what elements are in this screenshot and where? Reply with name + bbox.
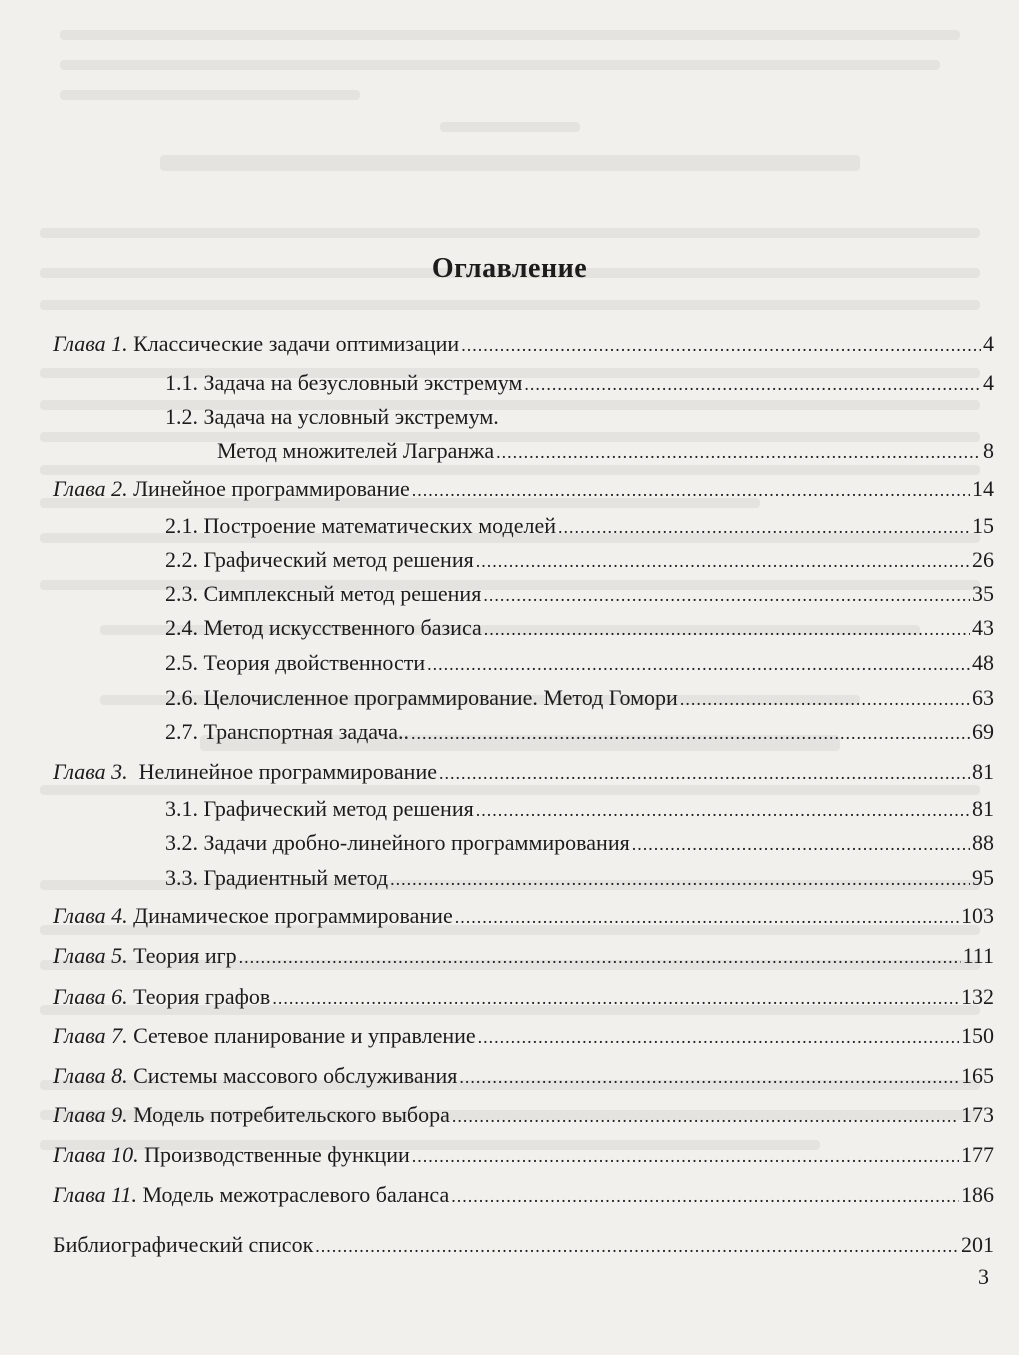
entry-page: 69 [972,719,994,744]
dot-leader [451,1182,959,1210]
toc-entry-section-1-2[interactable] [165,403,499,431]
dot-leader [412,1142,959,1170]
chapter-prefix: Глава 6. [53,984,128,1009]
entry-title: 3.2. Задачи дробно-линейного программирования [165,830,630,855]
entry-page: 43 [972,615,994,640]
entry-title: Модель межотраслевого баланса [142,1182,450,1207]
entry-page: 201 [961,1232,994,1257]
entry-title: 2.7. Транспортная задача.. [165,719,410,744]
entry-title: Метод множителей Лагранжа [217,438,495,463]
toc-entry-section-3-2[interactable] [165,829,994,858]
entry-title: 3.3. Градиентный метод [165,865,389,890]
dot-leader [390,865,970,893]
toc-entry-chapter-2[interactable] [53,475,994,504]
entry-page: 88 [972,830,994,855]
chapter-prefix: Глава 9. [53,1102,128,1127]
dot-leader [455,903,959,931]
toc-entry-section-2-4[interactable] [165,614,994,643]
toc-entry-chapter-7[interactable] [53,1022,994,1051]
dot-leader [680,685,970,713]
dot-leader [412,476,970,504]
entry-page: 4 [983,370,994,395]
entry-page: 111 [962,943,994,968]
entry-title: Модель потребительского выбора [133,1102,450,1127]
entry-page: 26 [972,547,994,572]
entry-page: 35 [972,581,994,606]
toc-entry-section-1-1[interactable] [165,369,994,398]
dot-leader [411,719,970,747]
entry-title: 3.1. Графический метод решения [165,796,474,821]
dot-leader [459,1063,959,1091]
entry-title: Производственные функции [144,1142,410,1167]
toc-entry-section-3-1[interactable] [165,795,994,824]
dot-leader [476,547,970,575]
toc-entry-chapter-3[interactable] [53,758,994,787]
toc-entry-chapter-10[interactable] [53,1141,994,1170]
entry-page: 4 [983,331,994,356]
chapter-prefix: Глава 5. [53,943,128,968]
entry-page: 150 [961,1023,994,1048]
entry-title: 2.2. Графический метод решения [165,547,474,572]
toc-entry-chapter-1[interactable] [53,330,994,359]
entry-page: 103 [961,903,994,928]
chapter-prefix: Глава 10. [53,1142,139,1167]
toc-entry-chapter-4[interactable] [53,902,994,931]
entry-page: 177 [961,1142,994,1167]
dot-leader [476,796,970,824]
dot-leader [524,370,981,398]
entry-title: 2.4. Метод искусственного базиса [165,615,482,640]
entry-title: 2.6. Целочисленное программирование. Метод Гомори [165,685,678,710]
page-number: 3 [978,1264,989,1289]
entry-title: 1.1. Задача на безусловный экстремум [165,370,523,395]
dot-leader [439,759,970,787]
entry-title: Библиографический список [53,1232,314,1257]
entry-page: 8 [983,438,994,463]
chapter-prefix: Глава 2. [53,476,128,501]
dot-leader [483,581,970,609]
toc-entry-chapter-8[interactable] [53,1062,994,1091]
chapter-prefix: Глава 1. [53,331,128,356]
toc-entry-section-2-1[interactable] [165,512,994,541]
dot-leader [452,1102,959,1130]
entry-page: 15 [972,513,994,538]
dot-leader [558,513,970,541]
toc-entry-section-2-6[interactable] [165,684,994,713]
toc-entry-section-1-2-cont[interactable] [217,437,994,466]
entry-page: 173 [961,1102,994,1127]
toc-entry-bibliography[interactable] [53,1231,994,1260]
entry-page: 165 [961,1063,994,1088]
entry-title: Нелинейное программирование [138,759,437,784]
toc-entry-chapter-11[interactable] [53,1181,994,1210]
dot-leader [461,331,981,359]
dot-leader [272,984,959,1012]
page-title: Оглавление [431,253,588,284]
dot-leader [427,650,970,678]
entry-title: 2.3. Симплексный метод решения [165,581,482,606]
entry-page: 81 [972,759,994,784]
toc-entry-section-2-5[interactable] [165,649,994,678]
entry-page: 132 [961,984,994,1009]
entry-page: 14 [972,476,994,501]
entry-page: 63 [972,685,994,710]
entry-title: Системы массового обслуживания [133,1063,458,1088]
toc-entry-section-3-3[interactable] [165,864,994,893]
toc-entry-chapter-5[interactable] [53,942,994,971]
entry-page: 186 [961,1182,994,1207]
entry-title: 2.5. Теория двойственности [165,650,426,675]
entry-title: Классические задачи оптимизации [133,331,460,356]
toc-entry-section-2-3[interactable] [165,580,994,609]
chapter-prefix: Глава 4. [53,903,128,928]
chapter-prefix: Глава 8. [53,1063,128,1088]
dot-leader [496,438,981,466]
toc-entry-chapter-6[interactable] [53,983,994,1012]
entry-page: 48 [972,650,994,675]
entry-title: Линейное программирование [133,476,410,501]
dot-leader [315,1232,959,1260]
dot-leader [239,943,961,971]
dot-leader [484,615,970,643]
entry-title: Теория игр [133,943,237,968]
dot-leader [632,830,970,858]
entry-page: 95 [972,865,994,890]
toc-entry-chapter-9[interactable] [53,1101,994,1130]
entry-title: Теория графов [133,984,271,1009]
entry-title: Динамическое программирование [133,903,453,928]
entry-title: Сетевое планирование и управление [133,1023,476,1048]
chapter-prefix: Глава 11. [53,1182,137,1207]
chapter-prefix: Глава 7. [53,1023,128,1048]
entry-page: 81 [972,796,994,821]
toc-entry-section-2-2[interactable] [165,546,994,575]
entry-title: 1.2. Задача на условный экстремум. [165,404,499,429]
dot-leader [478,1023,959,1051]
chapter-prefix: Глава 3. [53,759,128,784]
entry-title: 2.1. Построение математических моделей [165,513,556,538]
toc-entry-section-2-7[interactable] [165,718,994,747]
